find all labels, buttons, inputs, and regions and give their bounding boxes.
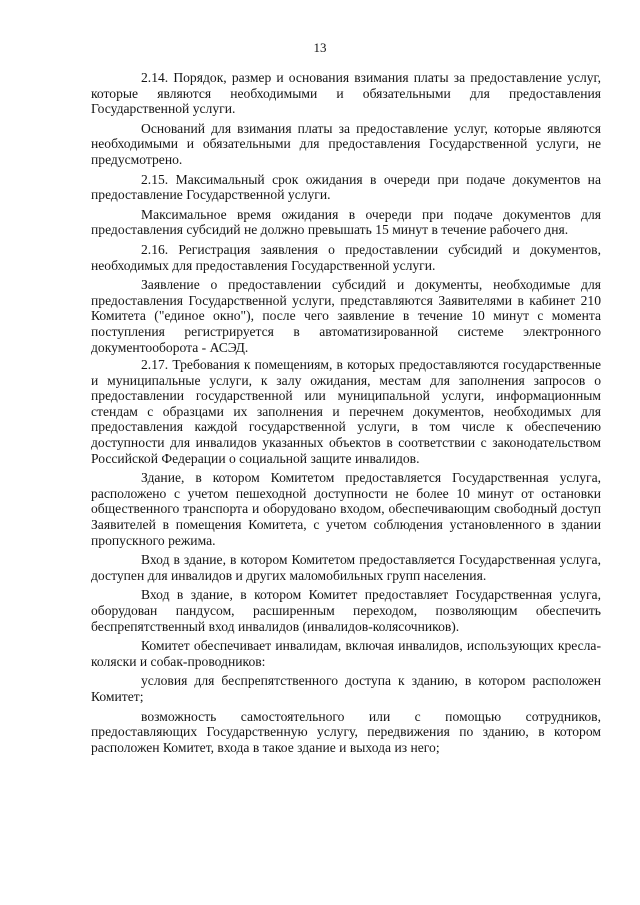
paragraph-2-17-heading: 2.17. Требования к помещениям, в которых предоставляются государственные и муниципальные услуги, к залу ожидания, местам для заполнения запросов о предоставлении государственной или муниципальной услуги, информационным стендам с образцами их заполнения и перечнем документов, необходимых для предоставления каждой государственной услуги, в том числе к обеспечению доступности для инвалидов указанных объектов в соответствии с законодательством Российской Федерации о социальной защите инвалидов. (91, 357, 601, 466)
paragraph-2-15-heading: 2.15. Максимальный срок ожидания в очереди при подаче документов на предоставление Государственной услуги. (91, 171, 601, 203)
paragraph-registration: Заявление о предоставлении субсидий и документы, необходимые для предоставления Государственной услуги, представляются Заявителями в кабинет 210 Комитета ("единое окно"), после чего заявление в течение 10 минут с момента поступления регистрируется в автоматизированной системе электронного документооборота - АСЭД. (91, 277, 601, 355)
paragraph-entrance-accessible: Вход в здание, в котором Комитетом предоставляется Государственная услуга, доступен для инвалидов и других маломобильных групп населения. (91, 552, 601, 583)
paragraph-building-location: Здание, в котором Комитетом предоставляется Государственная услуга, расположено с учетом пешеходной доступности не более 10 минут от остановки общественного транспорта и оборудовано входом, обеспечивающим свободный доступ Заявителей в помещения Комитета, с учетом соблюдения установленного в здании пропускного режима. (91, 470, 601, 548)
paragraph-access-conditions: условия для беспрепятственного доступа к зданию, в котором расположен Комитет; (91, 673, 601, 704)
paragraph-committee-provides: Комитет обеспечивает инвалидам, включая инвалидов, использующих кресла-коляски и собак-проводников: (91, 638, 601, 669)
paragraph-waiting-time: Максимальное время ожидания в очереди при подаче документов для предоставления субсидий не должно превышать 15 минут в течение рабочего дня. (91, 206, 601, 238)
page-number: 13 (313, 40, 327, 55)
paragraph-2-16-heading: 2.16. Регистрация заявления о предоставлении субсидий и документов, необходимых для предоставления Государственной услуги. (91, 241, 601, 273)
paragraph-fee-basis: Оснований для взимания платы за предоставление услуг, которые являются необходимыми и обязательными для предоставления Государственной услуги, не предусмотрено. (91, 120, 601, 167)
paragraph-entrance-ramp: Вход в здание, в котором Комитет предоставляет Государственная услуга, оборудован пандусом, расширенным переходом, позволяющим обеспечить беспрепятственный вход инвалидов (инвалидов-колясочников). (91, 587, 601, 634)
paragraph-movement-possibility: возможность самостоятельного или с помощью сотрудников, предоставляющих Государственную услугу, передвижения по зданию, в котором расположен Комитет, входа в такое здание и выхода из него; (91, 708, 601, 755)
paragraph-2-14-heading: 2.14. Порядок, размер и основания взимания платы за предоставление услуг, которые являются необходимыми и обязательными для предоставления Государственной услуги. (91, 70, 601, 117)
document-body (91, 70, 601, 759)
